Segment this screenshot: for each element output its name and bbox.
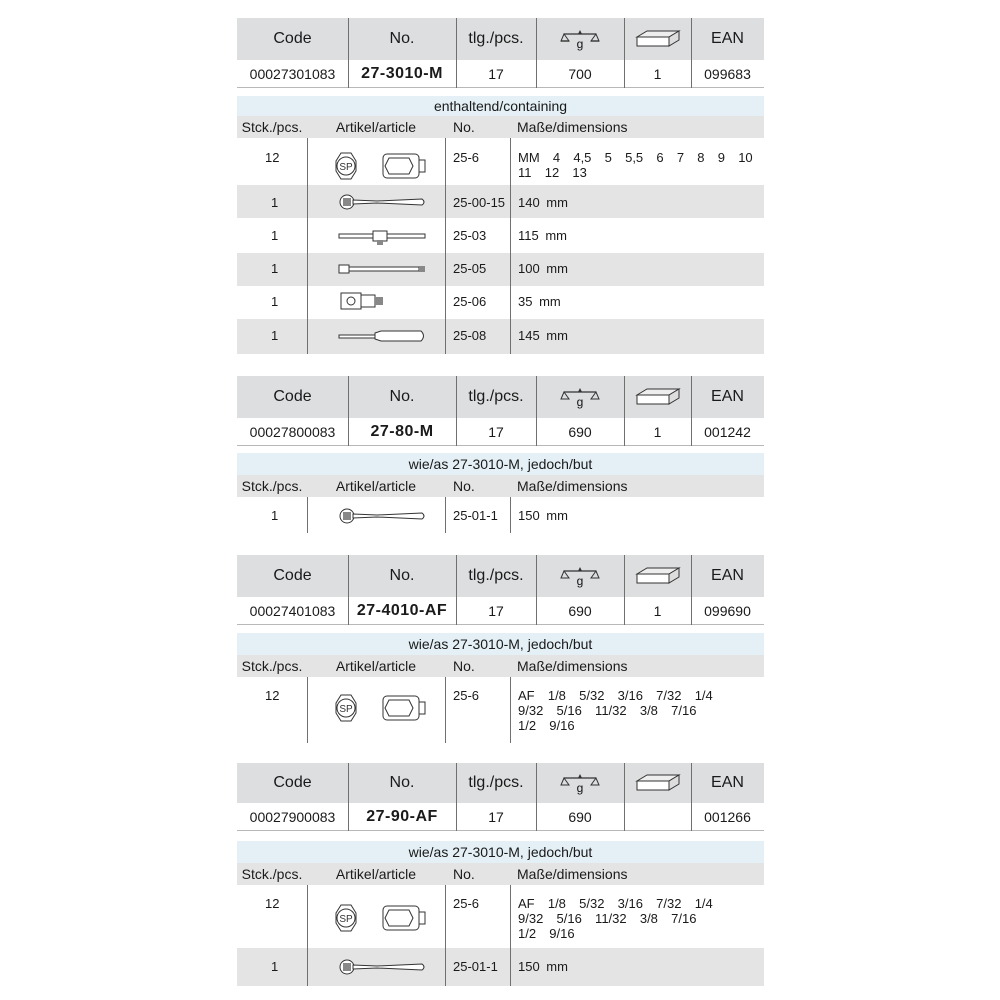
article-number: 27-90-AF (366, 808, 438, 825)
no-header: No. (453, 658, 475, 674)
no-header: No. (453, 478, 475, 494)
pcs-header: tlg./pcs. (468, 30, 524, 47)
item-no: 25-6 (453, 896, 480, 911)
pcs-value: 17 (488, 809, 504, 825)
pcs-value: 17 (488, 66, 504, 82)
article-header: Artikel/article (335, 119, 417, 135)
item-qty: 1 (271, 328, 279, 343)
qty-header: Stck./pcs. (241, 119, 303, 135)
dims-header: Maße/dimensions (517, 658, 628, 674)
item-no: 25-6 (453, 688, 480, 703)
ean-value: 001242 (704, 424, 751, 440)
article-header: Artikel/article (335, 478, 417, 494)
pack-value (624, 803, 691, 831)
ean-header: EAN (711, 30, 744, 47)
product-table-1 (237, 18, 764, 88)
socket-icon (331, 693, 431, 723)
socket-icon (331, 903, 431, 933)
item-dims: AF 1/8 5/32 3/16 7/32 1/4 9/32 5/16 11/32 3/8 7/16 1/2 9/16 (518, 896, 713, 941)
pack-value: 1 (653, 424, 662, 440)
scale-icon (536, 376, 624, 418)
scale-icon (536, 18, 624, 60)
article-number: 27-3010-M (361, 65, 443, 82)
dims-header: Maße/dimensions (517, 478, 628, 494)
universal-joint-icon (337, 289, 397, 313)
item-dims: AF 1/8 5/32 3/16 7/32 1/4 9/32 5/16 11/32 3/8 7/16 1/2 9/16 (518, 688, 713, 733)
item-dims: MM 4 4,5 5 5,5 6 7 8 9 10 11 12 13 (518, 150, 753, 180)
item-no: 25-05 (453, 261, 487, 276)
code-value: 00027401083 (249, 603, 336, 619)
ean-header: EAN (711, 774, 744, 791)
item-qty: 1 (271, 228, 279, 243)
product-table-4 (237, 763, 764, 831)
article-header: Artikel/article (335, 866, 417, 882)
t-handle-icon (337, 226, 427, 246)
contents-table-3 (237, 633, 764, 743)
item-qty: 1 (271, 195, 279, 210)
contents-banner: wie/as 27-3010-M, jedoch/but (408, 456, 593, 472)
no-header: No. (453, 866, 475, 882)
qty-header: Stck./pcs. (241, 658, 303, 674)
pcs-value: 17 (488, 603, 504, 619)
pcs-header: tlg./pcs. (468, 774, 524, 791)
qty-header: Stck./pcs. (241, 478, 303, 494)
spinner-handle-icon (337, 326, 427, 346)
package-box-icon (624, 763, 691, 803)
item-no: 25-03 (453, 228, 487, 243)
item-no: 25-01-1 (453, 959, 498, 974)
qty-header: Stck./pcs. (241, 866, 303, 882)
item-no: 25-08 (453, 328, 487, 343)
item-qty: 12 (265, 150, 280, 165)
pack-value: 1 (653, 66, 662, 82)
item-dims: 35 mm (518, 294, 561, 309)
package-box-icon (624, 555, 691, 597)
contents-banner: wie/as 27-3010-M, jedoch/but (408, 636, 593, 652)
svg-text:g: g (576, 574, 584, 588)
contents-banner: enthaltend/containing (433, 98, 568, 114)
ean-header: EAN (711, 567, 744, 584)
contents-banner: wie/as 27-3010-M, jedoch/but (408, 844, 593, 860)
no-header: No. (389, 567, 415, 584)
ean-header: EAN (711, 388, 744, 405)
weight-value: 690 (568, 809, 592, 825)
item-no: 25-06 (453, 294, 487, 309)
code-header: Code (273, 30, 312, 47)
package-box-icon (624, 18, 691, 60)
scale-icon (536, 763, 624, 803)
ean-value: 099690 (704, 603, 751, 619)
no-header: No. (453, 119, 475, 135)
svg-text:g: g (576, 395, 584, 409)
contents-table-4 (237, 841, 764, 986)
ratchet-icon (337, 957, 427, 977)
no-header: No. (389, 30, 415, 47)
pcs-header: tlg./pcs. (468, 388, 524, 405)
item-qty: 1 (271, 294, 279, 309)
item-dims: 150 mm (518, 959, 568, 974)
item-dims: 140 mm (518, 195, 568, 210)
item-qty: 1 (271, 261, 279, 276)
pack-value: 1 (653, 603, 662, 619)
contents-table-2 (237, 453, 764, 533)
svg-text:g: g (576, 37, 584, 51)
weight-value: 690 (568, 603, 592, 619)
ratchet-icon (337, 192, 427, 212)
dims-header: Maße/dimensions (517, 866, 628, 882)
weight-value: 690 (568, 424, 592, 440)
ean-value: 001266 (704, 809, 751, 825)
no-header: No. (389, 774, 415, 791)
item-qty: 1 (271, 959, 279, 974)
product-table-3 (237, 555, 764, 625)
item-dims: 115 mm (518, 228, 567, 243)
code-value: 00027800083 (249, 424, 336, 440)
svg-text:SP: SP (339, 704, 353, 715)
svg-text:g: g (576, 781, 584, 795)
no-header: No. (389, 388, 415, 405)
code-value: 00027301083 (249, 66, 336, 82)
article-number: 27-4010-AF (356, 602, 448, 619)
code-header: Code (273, 388, 312, 405)
item-qty: 12 (265, 688, 280, 703)
item-dims: 145 mm (518, 328, 568, 343)
product-table-2 (237, 376, 764, 446)
ean-value: 099683 (704, 66, 751, 82)
code-header: Code (273, 567, 312, 584)
item-dims: 100 mm (518, 261, 568, 276)
svg-text:SP: SP (339, 162, 353, 173)
item-no: 25-00-15 (453, 195, 506, 210)
weight-value: 700 (568, 66, 592, 82)
contents-table-1 (237, 96, 764, 354)
article-header: Artikel/article (335, 658, 417, 674)
item-qty: 12 (265, 896, 280, 911)
code-value: 00027900083 (249, 809, 336, 825)
ratchet-icon (337, 506, 427, 526)
socket-icon (331, 151, 431, 181)
article-number: 27-80-M (370, 423, 434, 440)
item-qty: 1 (271, 508, 279, 523)
code-header: Code (273, 774, 312, 791)
pcs-value: 17 (488, 424, 504, 440)
item-no: 25-01-1 (453, 508, 498, 523)
package-box-icon (624, 376, 691, 418)
extension-bar-icon (337, 259, 427, 279)
svg-text:SP: SP (339, 914, 353, 925)
item-no: 25-6 (453, 150, 480, 165)
pcs-header: tlg./pcs. (468, 567, 524, 584)
item-dims: 150 mm (518, 508, 568, 523)
dims-header: Maße/dimensions (517, 119, 628, 135)
scale-icon (536, 555, 624, 597)
